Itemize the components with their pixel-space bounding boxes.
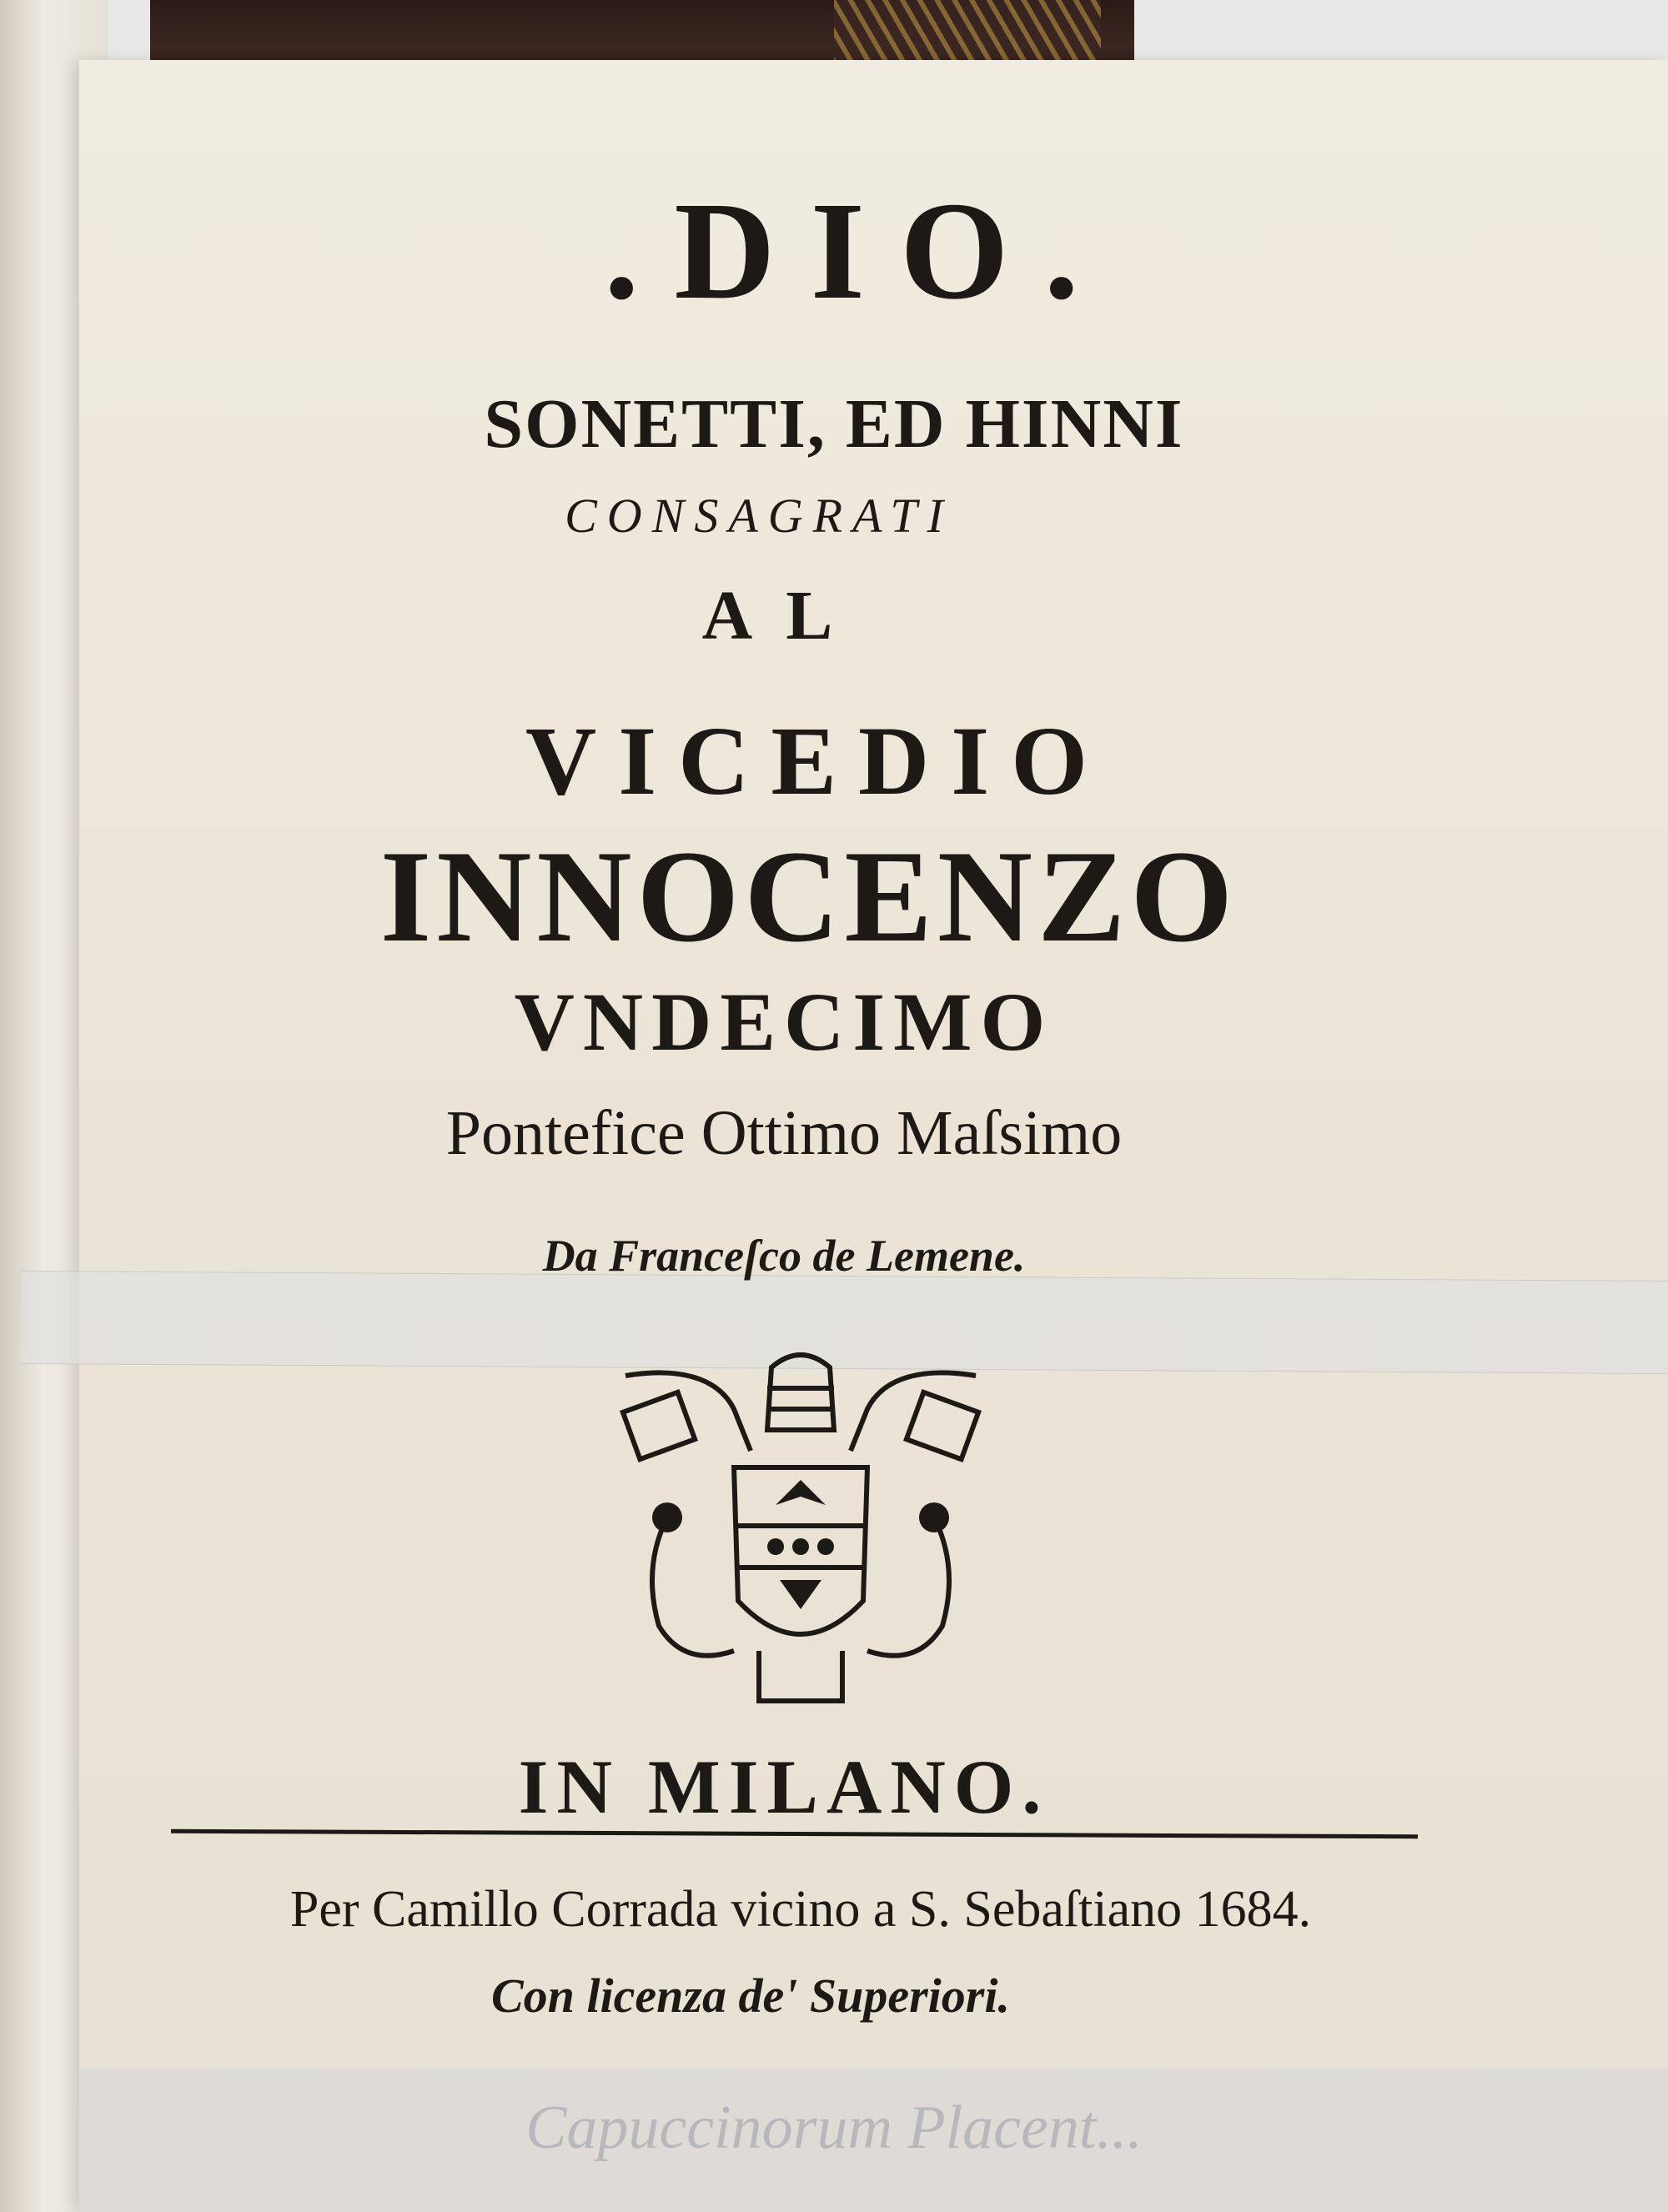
papal-coat-of-arms-icon	[609, 1351, 992, 1709]
gilt-tooling	[834, 0, 1101, 67]
book-subtitle: SONETTI, ED HINNI	[484, 385, 1184, 463]
recipient-line-2: INNOCENZO	[379, 824, 1238, 970]
license-line: Con licenza de' Superiori.	[491, 1969, 1010, 2023]
recipient-line-1: VICEDIO	[525, 706, 1109, 815]
preposition: AL	[701, 577, 867, 655]
recipient-line-3: VNDECIMO	[514, 976, 1054, 1068]
author-line: Da Franceſco de Lemene.	[542, 1231, 1026, 1281]
place-of-publication: IN MILANO.	[518, 1744, 1050, 1829]
ownership-stamp: Capuccinorum Placent...	[525, 2094, 1143, 2162]
dedication-word: CONSAGRATI	[565, 489, 953, 543]
recipient-title: Pontefice Ottimo Maſsimo	[445, 1098, 1123, 1168]
book-title: .DIO.	[604, 173, 1114, 329]
imprint-line: Per Camillo Corrada vicino a S. Sebaſtiano 1684.	[289, 1881, 1312, 1938]
